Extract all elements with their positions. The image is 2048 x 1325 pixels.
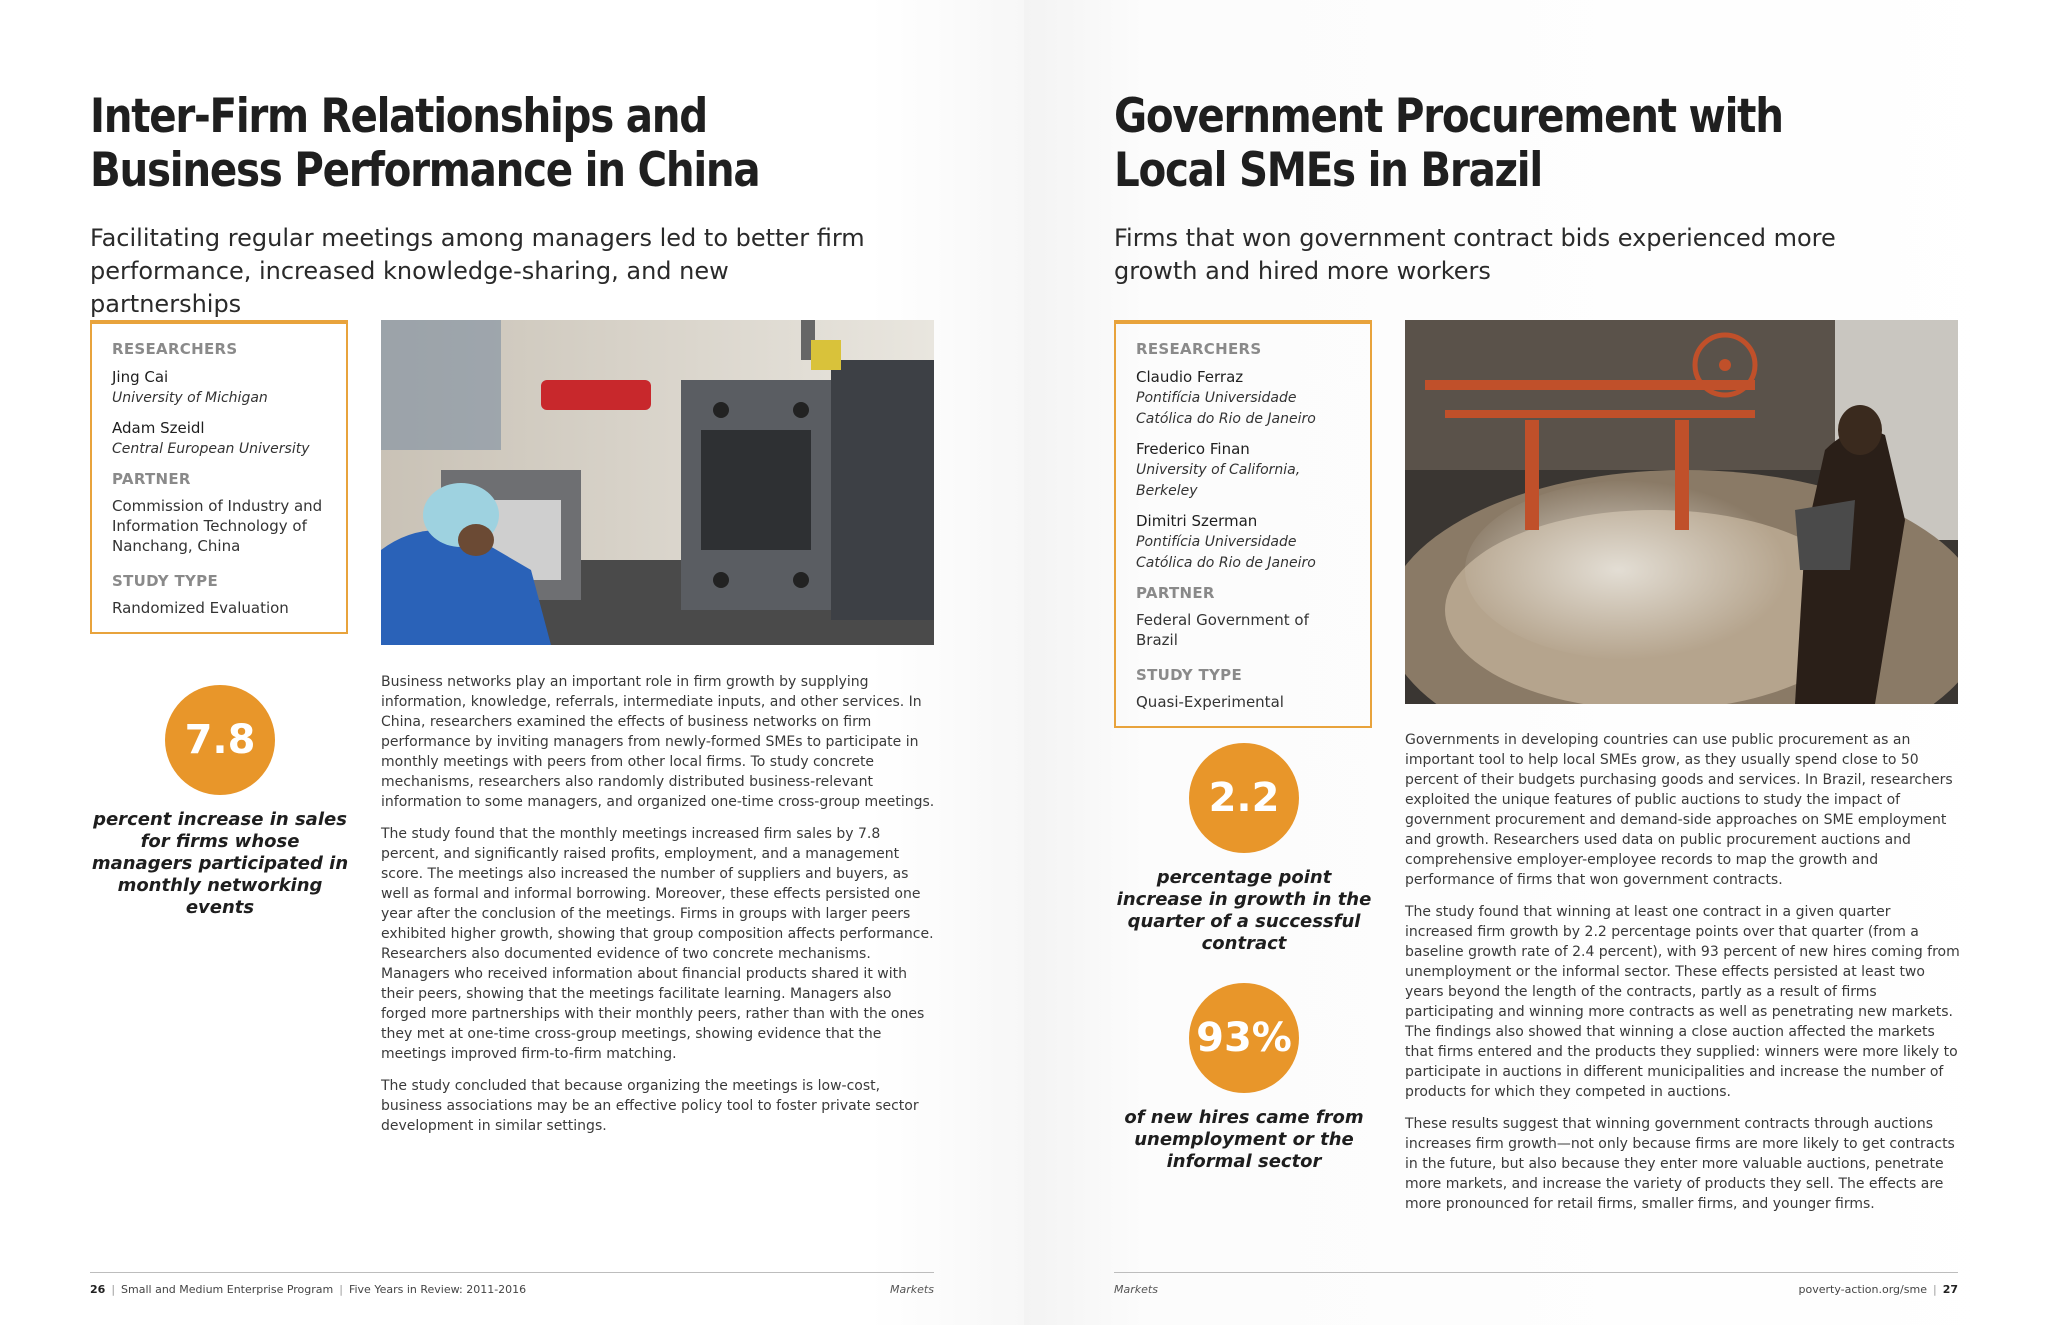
study-type-label: STUDY TYPE (1136, 666, 1242, 684)
page-number: 27 (1942, 1283, 1958, 1296)
footer-separator: | (1932, 1283, 1937, 1296)
footer-years: Five Years in Review: 2011-2016 (348, 1283, 527, 1296)
researcher-name: Jing Cai (112, 368, 169, 386)
body-paragraph: The study found that the monthly meetings increased firm sales by 7.8 percent, and significantly raised profits, employment, and a management score. The meetings also increased the number of suppliers and buyers, as well as formal and informal borrowing. Moreover, these effects persisted one year after the conclusion of the meetings. Firms in groups with larger peers exhibited higher growth, showing that group composition affects performance. Researchers also documented evidence of two concrete mechanisms. Managers who received information about financial products shared it with their peers, showing that the meetings facilitate learning. Managers also forged more partnerships with their monthly peers, rather than with the ones they met at one-time cross-group meetings, showing evidence that the meetings improved firm-to-firm matching. (381, 826, 934, 1062)
right-page (1024, 0, 2048, 1325)
researchers-label: RESEARCHERS (1136, 340, 1262, 358)
researcher-affiliation: Pontifícia Universidade Católica do Rio de Janeiro (1136, 390, 1316, 427)
researcher-affiliation: Central European University (112, 441, 310, 457)
page-title: Inter-Firm Relationships and Business Performance in China (90, 89, 760, 198)
stat-value: 7.8 (165, 685, 275, 795)
partner-label: PARTNER (1136, 584, 1215, 602)
mill-worker-photo (1405, 320, 1958, 704)
study-info-box (90, 320, 348, 634)
footer-left (90, 1283, 526, 1296)
footer-rule (1114, 1272, 1958, 1273)
researcher-name: Dimitri Szerman (1136, 512, 1258, 530)
footer-rule (90, 1272, 934, 1273)
stat-value: 2.2 (1189, 743, 1299, 853)
stat-callout (90, 685, 350, 919)
study-type-value: Quasi-Experimental (1136, 693, 1284, 711)
footer-section: Markets (1114, 1283, 1158, 1296)
researchers-label: RESEARCHERS (112, 340, 238, 358)
stat-caption: percent increase in sales for firms whose managers participated in monthly networking events (91, 809, 349, 918)
page-title: Government Procurement with Local SMEs in Brazil (1114, 89, 1783, 198)
body-paragraph: Governments in developing countries can use public procurement as an important tool to help local SMEs grow, as they usually spend close to 50 percent of their budgets purchasing goods and services. In Brazil, researchers exploited the unique features of public auctions to study the impact of government procurement and demand-side approaches on SME employment and growth. Researchers used data on public procurement auctions and comprehensive employer-employee records to map the growth and performance of firms that won government contracts. (1405, 732, 1953, 888)
stat-callout (1114, 983, 1374, 1173)
body-paragraph: The study concluded that because organizing the meetings is low-cost, business associations may be an effective policy tool to foster private sector development in similar settings. (381, 1078, 919, 1134)
researcher-name: Frederico Finan (1136, 440, 1250, 458)
researcher-affiliation: University of Michigan (112, 390, 268, 406)
footer-right (1799, 1283, 1958, 1296)
study-type-value: Randomized Evaluation (112, 599, 289, 617)
body-paragraph: The study found that winning at least one contract in a given quarter increased firm growth by 2.2 percentage points over that quarter (from a baseline growth rate of 2.4 percent), with 93 percent of new hires coming from unemployment or the informal sector. These effects persisted at least two years beyond the length of the contracts, partly as a result of firms participating and winning more contracts as well as penetrating new markets. The findings also showed that winning a close auction affected the markets that firms entered and the products they supplied: winners were more likely to participate in auctions in different municipalities and increase the number of products for which they competed in auctions. (1405, 904, 1960, 1100)
partner-value: Federal Government of Brazil (1136, 611, 1309, 649)
footer-url: poverty-action.org/sme (1798, 1283, 1927, 1296)
factory-worker-photo (381, 320, 934, 645)
researcher-name: Claudio Ferraz (1136, 368, 1244, 386)
page-subtitle: Firms that won government contract bids experienced more growth and hired more workers (1114, 224, 1836, 285)
footer-program: Small and Medium Enterprise Program (121, 1283, 334, 1296)
stat-caption: percentage point increase in growth in the quarter of a successful contract (1116, 867, 1372, 954)
stat-value: 93% (1189, 983, 1299, 1093)
stat-caption: of new hires came from unemployment or the informal sector (1124, 1107, 1364, 1172)
body-paragraph: Business networks play an important role in firm growth by supplying information, knowledge, referrals, intermediate inputs, and other services. In China, researchers examined the effects of business networks on firm performance by inviting managers from newly-formed SMEs to participate in monthly meetings with peers from other local firms. To study concrete mechanisms, researchers also randomly distributed business-relevant information to some managers, and organized one-time cross-group meetings. (381, 674, 935, 810)
study-info-box (1114, 320, 1372, 728)
article-body (381, 672, 937, 1148)
partner-label: PARTNER (112, 470, 191, 488)
footer-section: Markets (890, 1283, 934, 1296)
researcher-affiliation: Pontifícia Universidade Católica do Rio de Janeiro (1136, 534, 1316, 571)
partner-value: Commission of Industry and Information Technology of Nanchang, China (112, 497, 323, 555)
stat-callout (1114, 743, 1374, 955)
footer-separator: | (339, 1283, 343, 1296)
footer-separator: | (111, 1283, 116, 1296)
researcher-affiliation: University of California, Berkeley (1136, 462, 1301, 499)
article-body (1405, 730, 1961, 1226)
study-type-label: STUDY TYPE (112, 572, 218, 590)
researcher-name: Adam Szeidl (112, 419, 205, 437)
page-subtitle: Facilitating regular meetings among managers led to better firm performance, increased knowledge-sharing, and new partnerships (90, 224, 865, 318)
page-number: 26 (90, 1283, 106, 1296)
body-paragraph: These results suggest that winning government contracts through auctions increases firm growth—not only because firms are more likely to get contracts in the future, but also because they enter more valuable auctions, penetrate more markets, and increase the variety of products they sell. The effects are more pronounced for retail firms, smaller firms, and younger firms. (1405, 1116, 1955, 1212)
